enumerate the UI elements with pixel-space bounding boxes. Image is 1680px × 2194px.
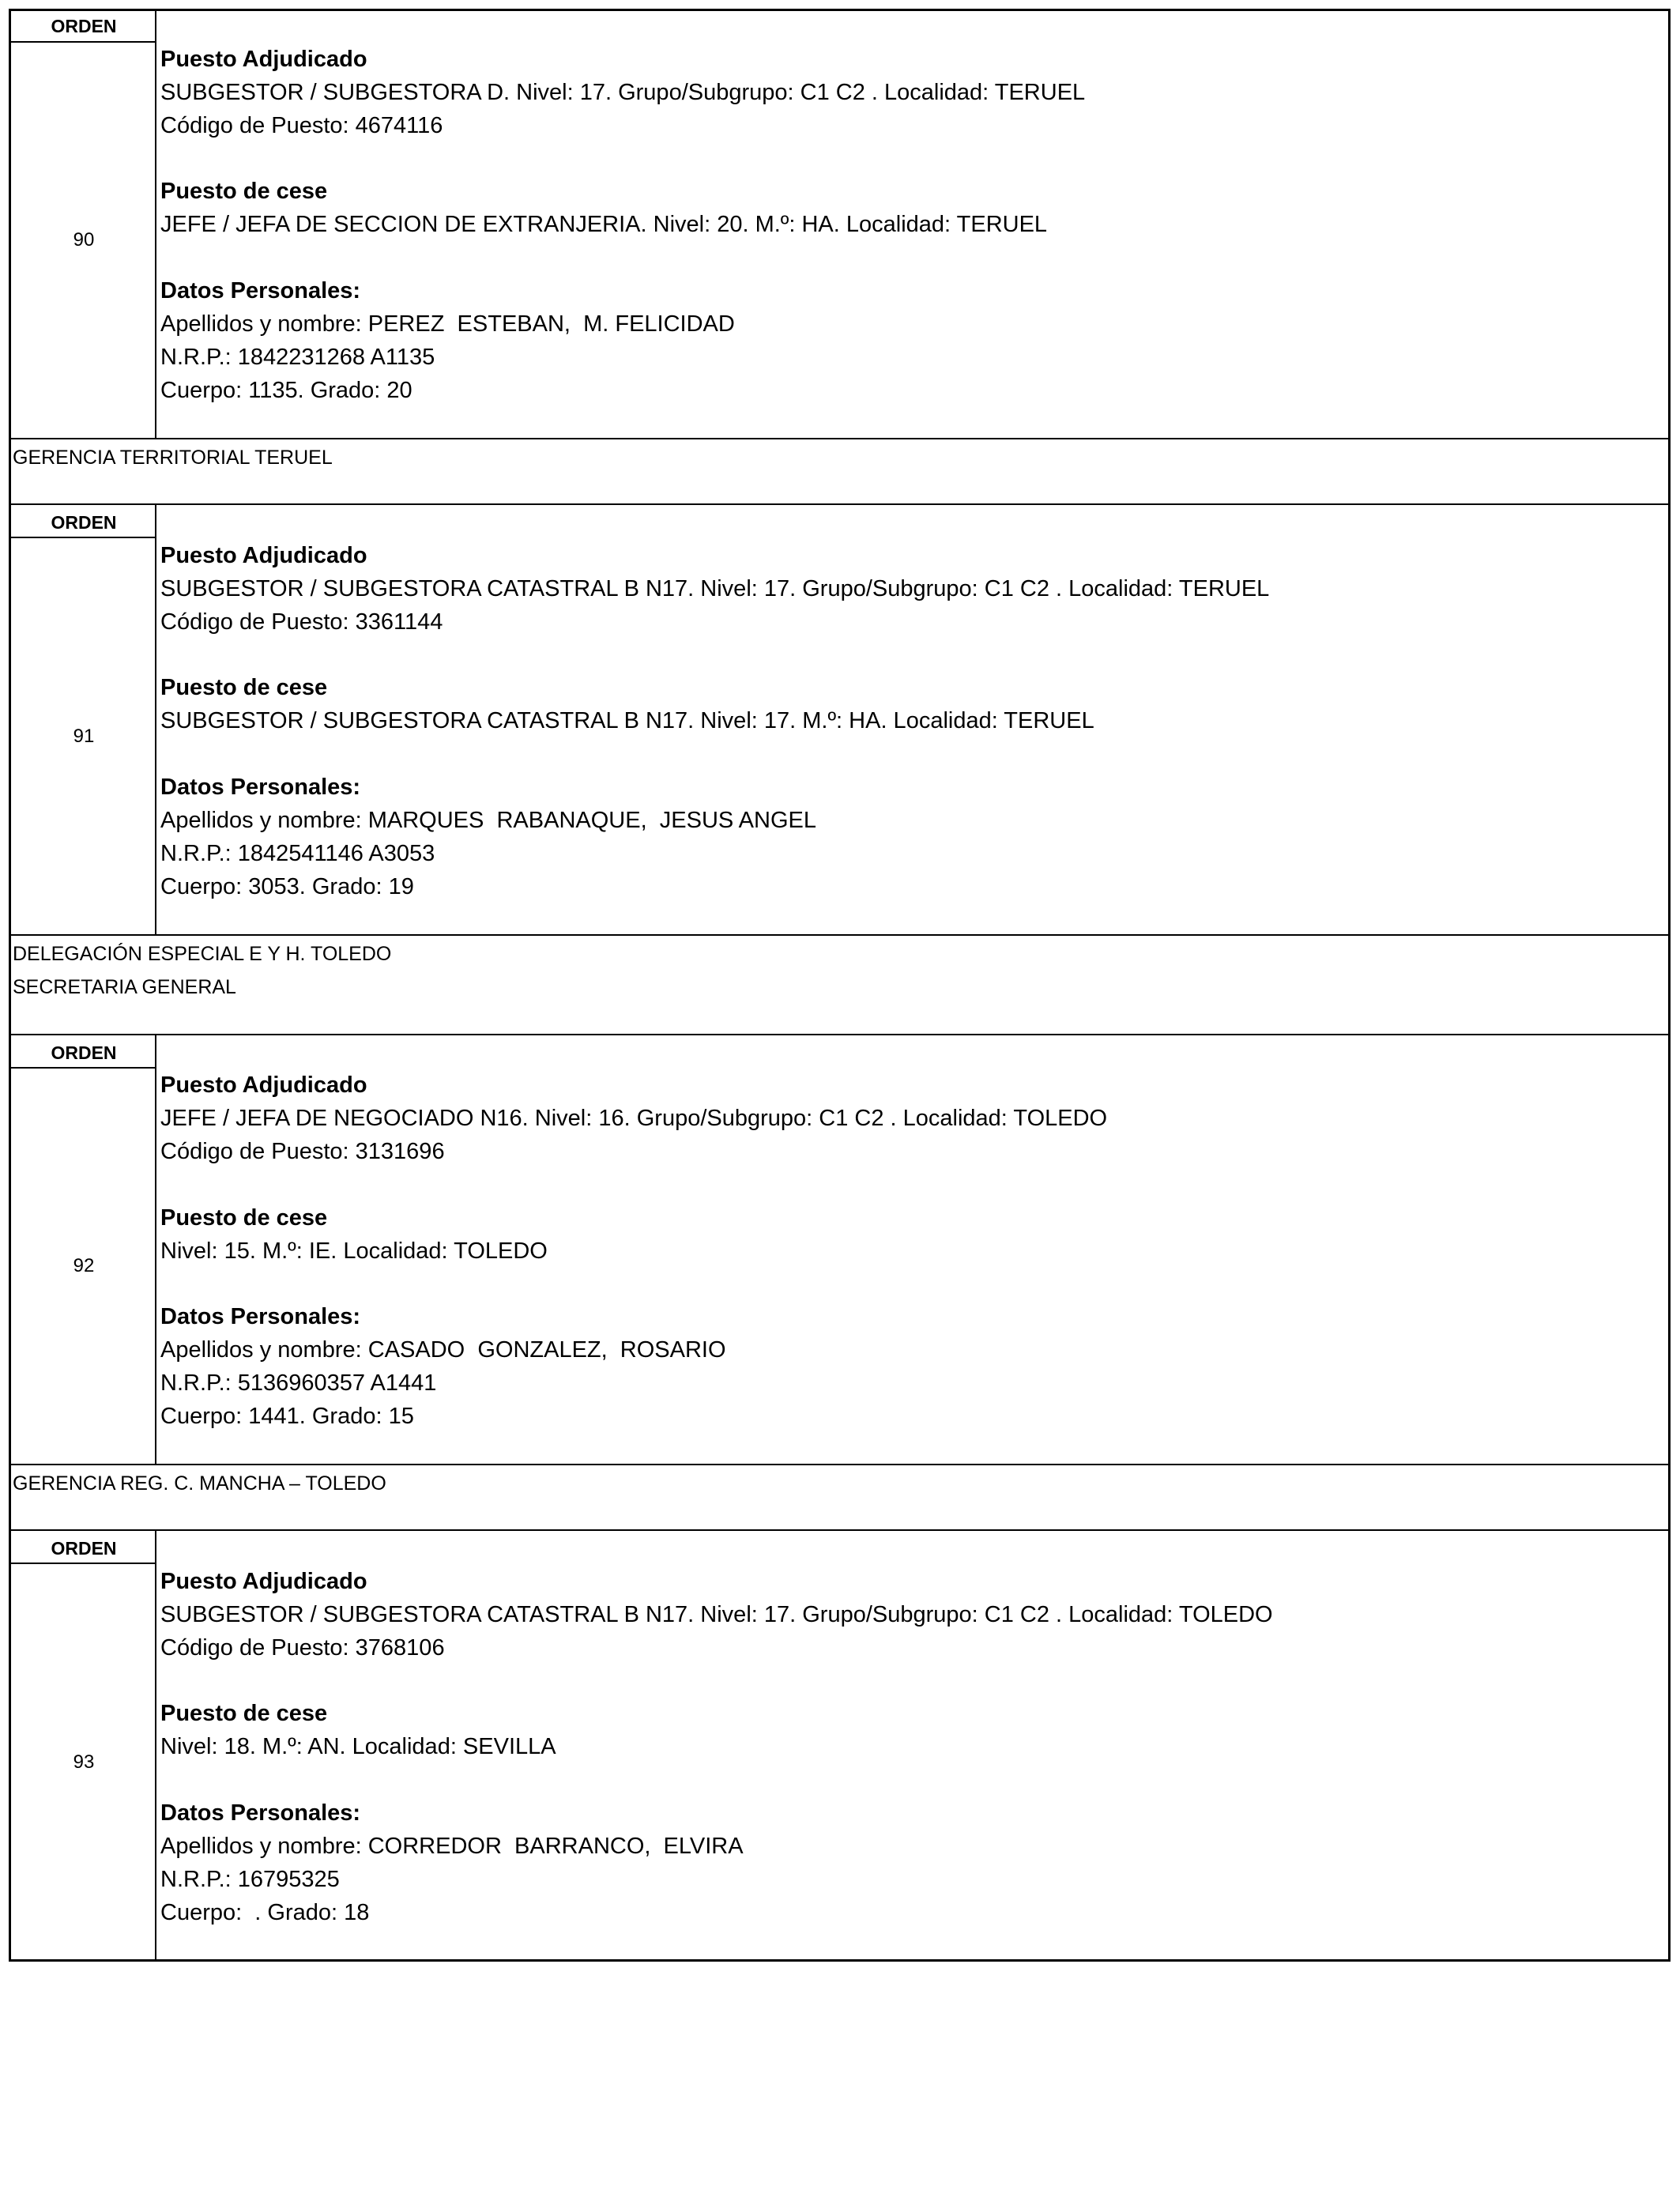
apellidos-nombre: Apellidos y nombre: PEREZ ESTEBAN, M. FELICIDAD — [160, 311, 735, 337]
orden-number: 91 — [73, 726, 95, 747]
table-right-border — [1668, 9, 1671, 1962]
column-divider — [155, 1530, 156, 1960]
datos-personales-label: Datos Personales: — [160, 278, 361, 303]
puesto-cese-value: JEFE / JEFA DE SECCION DE EXTRANJERIA. Nivel: 20. M.º: HA. Localidad: TERUEL — [160, 212, 1048, 237]
cuerpo-grado: Cuerpo: . Grado: 18 — [160, 1900, 370, 1925]
table-left-border — [9, 9, 11, 1962]
nrp: N.R.P.: 1842541146 A3053 — [160, 841, 435, 866]
apellidos-nombre: Apellidos y nombre: CORREDOR BARRANCO, ELVIRA — [160, 1834, 744, 1859]
cuerpo-grado: Cuerpo: 1135. Grado: 20 — [160, 378, 412, 403]
row-separator — [9, 1464, 1671, 1465]
codigo-puesto: Código de Puesto: 4674116 — [160, 113, 443, 138]
column-divider — [155, 504, 156, 935]
puesto-adjudicado-label: Puesto Adjudicado — [160, 543, 367, 568]
nrp: N.R.P.: 1842231268 A1135 — [160, 345, 435, 370]
datos-personales-label: Datos Personales: — [160, 1800, 361, 1826]
column-divider — [155, 9, 156, 439]
orden-underline — [9, 537, 156, 538]
puesto-adjudicado-value: SUBGESTOR / SUBGESTORA D. Nivel: 17. Grupo/Subgrupo: C1 C2 . Localidad: TERUEL — [160, 80, 1086, 105]
orden-underline — [9, 41, 156, 43]
apellidos-nombre: Apellidos y nombre: CASADO GONZALEZ, ROSARIO — [160, 1337, 726, 1363]
codigo-puesto: Código de Puesto: 3131696 — [160, 1139, 445, 1164]
puesto-adjudicado-value: JEFE / JEFA DE NEGOCIADO N16. Nivel: 16. Grupo/Subgrupo: C1 C2 . Localidad: TOLEDO — [160, 1106, 1108, 1131]
orden-header: ORDEN — [51, 1538, 117, 1559]
row-separator — [9, 934, 1671, 936]
puesto-cese-label: Puesto de cese — [160, 675, 328, 700]
puesto-adjudicado-label: Puesto Adjudicado — [160, 47, 367, 72]
orden-number: 90 — [73, 229, 95, 251]
orden-underline — [9, 1563, 156, 1564]
puesto-cese-label: Puesto de cese — [160, 179, 328, 204]
nrp: N.R.P.: 16795325 — [160, 1867, 340, 1892]
cuerpo-grado: Cuerpo: 1441. Grado: 15 — [160, 1404, 414, 1429]
puesto-adjudicado-label: Puesto Adjudicado — [160, 1072, 367, 1098]
orden-header: ORDEN — [51, 16, 117, 36]
row-separator — [9, 438, 1671, 439]
nrp: N.R.P.: 5136960357 A1441 — [160, 1370, 437, 1396]
table-bottom-border — [9, 1959, 1671, 1962]
section-subheading: SECRETARIA GENERAL — [13, 976, 236, 998]
section-heading: GERENCIA REG. C. MANCHA – TOLEDO — [13, 1472, 386, 1495]
orden-header: ORDEN — [51, 512, 117, 533]
puesto-adjudicado-value: SUBGESTOR / SUBGESTORA CATASTRAL B N17. Nivel: 17. Grupo/Subgrupo: C1 C2 . Localidad: TERUEL — [160, 576, 1270, 601]
row-separator — [9, 1034, 1671, 1035]
cuerpo-grado: Cuerpo: 3053. Grado: 19 — [160, 874, 414, 899]
puesto-adjudicado-value: SUBGESTOR / SUBGESTORA CATASTRAL B N17. Nivel: 17. Grupo/Subgrupo: C1 C2 . Localidad: TOLEDO — [160, 1602, 1273, 1627]
puesto-cese-value: SUBGESTOR / SUBGESTORA CATASTRAL B N17. Nivel: 17. M.º: HA. Localidad: TERUEL — [160, 708, 1094, 733]
row-separator — [9, 1529, 1671, 1531]
puesto-cese-label: Puesto de cese — [160, 1701, 328, 1726]
puesto-adjudicado-label: Puesto Adjudicado — [160, 1569, 367, 1594]
row-separator — [9, 503, 1671, 505]
section-heading: DELEGACIÓN ESPECIAL E Y H. TOLEDO — [13, 943, 392, 965]
codigo-puesto: Código de Puesto: 3768106 — [160, 1635, 445, 1661]
column-divider — [155, 1035, 156, 1465]
codigo-puesto: Código de Puesto: 3361144 — [160, 609, 443, 635]
section-heading: GERENCIA TERRITORIAL TERUEL — [13, 447, 333, 469]
orden-header: ORDEN — [51, 1042, 117, 1063]
orden-number: 93 — [73, 1751, 95, 1773]
datos-personales-label: Datos Personales: — [160, 775, 361, 800]
table-top-border — [9, 9, 1671, 11]
orden-number: 92 — [73, 1255, 95, 1276]
datos-personales-label: Datos Personales: — [160, 1304, 361, 1329]
puesto-cese-label: Puesto de cese — [160, 1205, 328, 1231]
puesto-cese-value: Nivel: 15. M.º: IE. Localidad: TOLEDO — [160, 1238, 548, 1264]
orden-underline — [9, 1067, 156, 1069]
apellidos-nombre: Apellidos y nombre: MARQUES RABANAQUE, JESUS ANGEL — [160, 808, 816, 833]
puesto-cese-value: Nivel: 18. M.º: AN. Localidad: SEVILLA — [160, 1734, 556, 1759]
